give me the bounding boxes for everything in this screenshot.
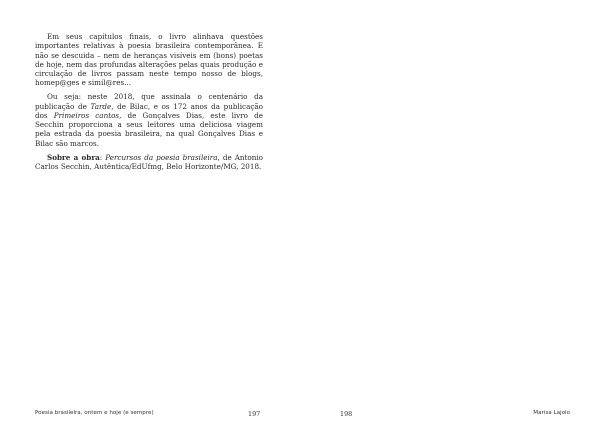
text-run: , de Bilac, e os 172 anos da publicação dos bbox=[35, 101, 263, 120]
running-footer-left: Poesia brasileira, ontem e hoje (e sempre) bbox=[35, 410, 154, 416]
italic-text: Tarde bbox=[90, 101, 112, 111]
paragraph bbox=[35, 153, 263, 172]
page-number-left: 197 bbox=[248, 410, 261, 418]
paragraph bbox=[35, 92, 263, 148]
text-run: : bbox=[99, 152, 106, 162]
text-run: , de Antonio Carlos Secchin, Autêntica/EdUfmg, Belo Horizonte/MG, 2018. bbox=[35, 152, 264, 171]
text-run: Ou seja: neste 2018, que assinala o centenário da publicação de bbox=[35, 92, 263, 111]
text-run: , de Gonçalves Dias, este livro de Secchin proporciona a seus leitores uma deliciosa viagem pela estrada da poesia brasileira, na qual Gonçalves Dias e Bilac são marcos. bbox=[35, 110, 263, 148]
right-page bbox=[300, 0, 600, 444]
running-footer-right: Marisa Lajolo bbox=[533, 410, 570, 416]
text-run: Em seus capítulos finais, o livro alinhava questões importantes relativas à poesia brasileira contemporânea. E não se descuida – nem de heranças visíveis em (bons) poetas de hoje, nem das profundas alterações pelas quais produção e circulação de livros passam neste tempo nosso de blogs, homep@ges e simil@res... bbox=[35, 32, 263, 88]
italic-text: Primeiros cantos bbox=[53, 110, 120, 120]
paragraph bbox=[35, 32, 263, 88]
italic-text: Percursos da poesia brasileira bbox=[105, 152, 218, 162]
body-text bbox=[35, 32, 263, 176]
bold-text: Sobre a obra bbox=[47, 152, 100, 162]
page-number-right: 198 bbox=[340, 410, 353, 418]
